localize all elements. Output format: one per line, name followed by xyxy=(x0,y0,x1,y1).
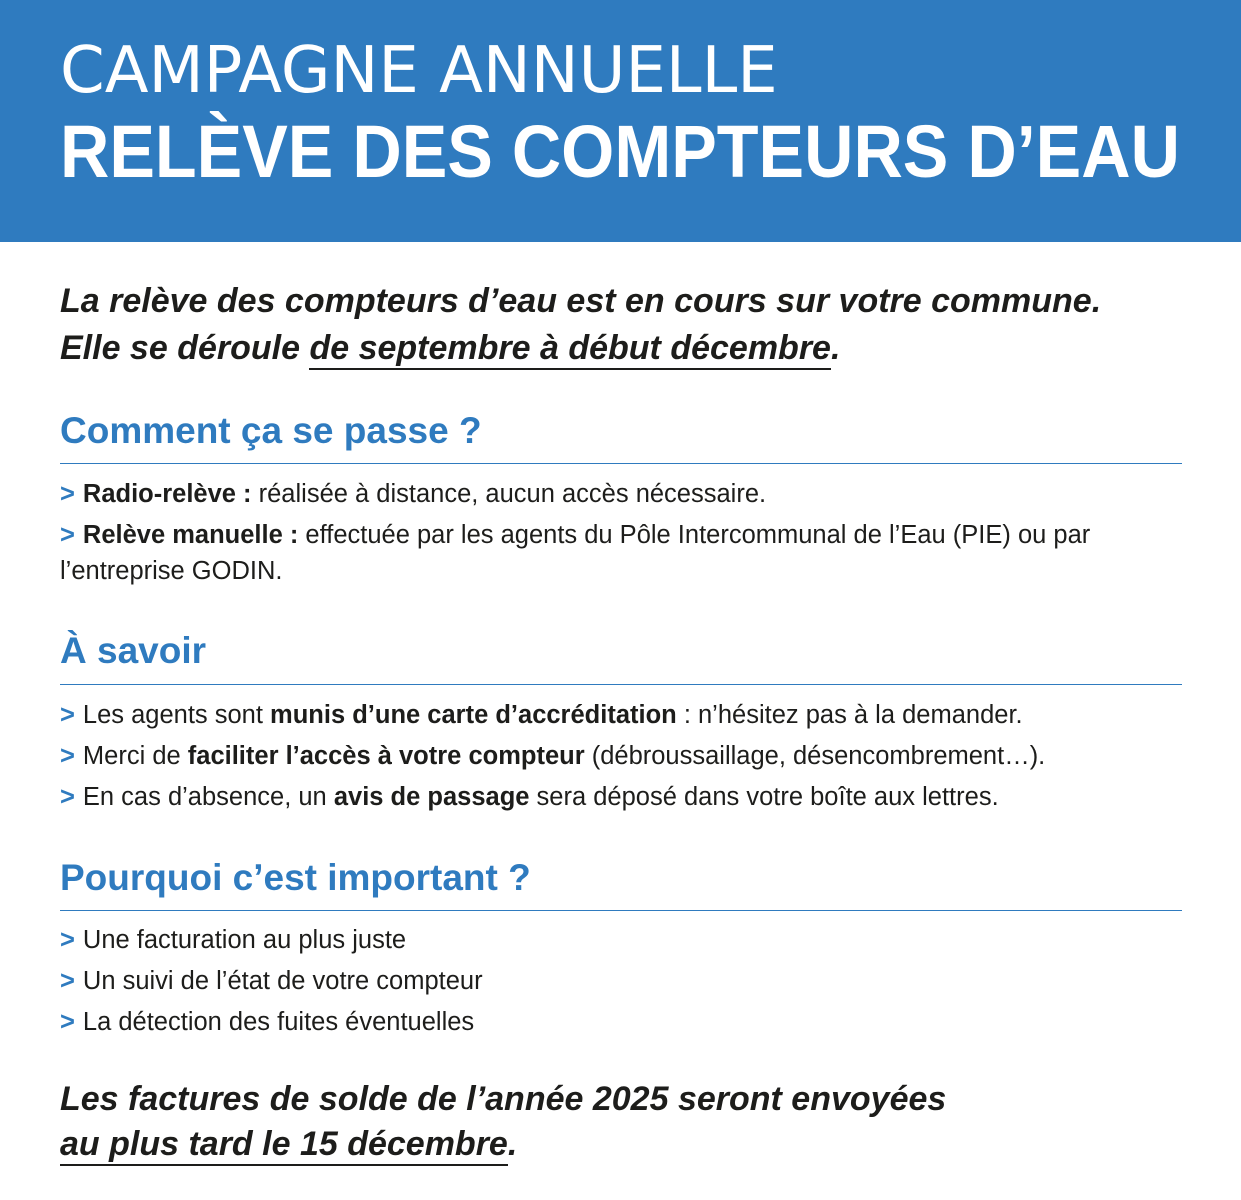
closing-line-2 xyxy=(60,1122,1200,1167)
item-text: Merci de xyxy=(82,742,188,770)
header-banner xyxy=(0,0,1241,242)
item-text: En cas d’absence, un xyxy=(82,783,334,811)
closing-paragraph xyxy=(60,1077,1200,1167)
section-divider xyxy=(60,463,1182,464)
list-item xyxy=(60,517,1182,589)
item-text: réalisée à distance, aucun accès nécessaire. xyxy=(251,480,767,508)
list-item xyxy=(60,476,1182,512)
chevron-right-icon: > xyxy=(60,926,75,954)
list-item xyxy=(60,779,1182,815)
section-list-how xyxy=(60,476,1182,594)
page-title: RELÈVE DES COMPTEURS D’EAU xyxy=(60,110,1180,193)
intro-line-1: La relève des compteurs d’eau est en cours sur votre commune. xyxy=(60,282,1102,320)
list-item xyxy=(60,697,1182,733)
section-title-good-to-know: À savoir xyxy=(60,630,207,671)
item-text: Les agents sont xyxy=(82,701,271,729)
closing-deadline-underlined: au plus tard le 15 décembre xyxy=(60,1125,508,1166)
intro-paragraph xyxy=(60,278,1200,372)
campaign-label: CAMPAGNE ANNUELLE xyxy=(60,34,778,108)
intro-line-2 xyxy=(60,325,1200,372)
chevron-right-icon: > xyxy=(60,701,75,729)
section-list-good-to-know xyxy=(60,697,1182,820)
item-bold-label: Radio-relève : xyxy=(82,480,252,508)
item-text: Une facturation au plus juste xyxy=(82,926,407,954)
section-divider xyxy=(60,684,1182,685)
item-bold-label: munis d’une carte d’accréditation xyxy=(270,701,677,729)
section-title-how: Comment ça se passe ? xyxy=(60,410,482,451)
chevron-right-icon: > xyxy=(60,521,75,549)
item-bold-label: Relève manuelle : xyxy=(82,521,299,549)
intro-period-underlined: de septembre à début décembre xyxy=(309,329,831,370)
section-list-why-important xyxy=(60,922,1182,1045)
item-bold-label: faciliter l’accès à votre compteur xyxy=(187,742,585,770)
closing-line-1: Les factures de solde de l’année 2025 seront envoyées xyxy=(60,1080,947,1118)
item-text: sera déposé dans votre boîte aux lettres. xyxy=(529,783,999,811)
chevron-right-icon: > xyxy=(60,967,75,995)
item-text: (débroussaillage, désencombrement…). xyxy=(584,742,1046,770)
item-text: Un suivi de l’état de votre compteur xyxy=(82,967,483,995)
intro-line-2-prefix: Elle se déroule xyxy=(60,329,310,367)
closing-line-2-suffix: . xyxy=(507,1125,518,1163)
chevron-right-icon: > xyxy=(60,783,75,811)
item-bold-label: avis de passage xyxy=(333,783,530,811)
intro-line-2-suffix: . xyxy=(830,329,841,367)
chevron-right-icon: > xyxy=(60,480,75,508)
section-title-why-important: Pourquoi c’est important ? xyxy=(60,857,531,898)
item-text: : n’hésitez pas à la demander. xyxy=(676,701,1023,729)
chevron-right-icon: > xyxy=(60,742,75,770)
list-item xyxy=(60,1004,1182,1040)
list-item xyxy=(60,922,1182,958)
chevron-right-icon: > xyxy=(60,1008,75,1036)
item-text: effectuée par les agents du Pôle Intercommunal de l’Eau (PIE) ou par l’entreprise GODIN. xyxy=(60,521,1091,585)
item-text: La détection des fuites éventuelles xyxy=(82,1008,475,1036)
section-divider xyxy=(60,910,1182,911)
list-item xyxy=(60,963,1182,999)
list-item xyxy=(60,738,1182,774)
